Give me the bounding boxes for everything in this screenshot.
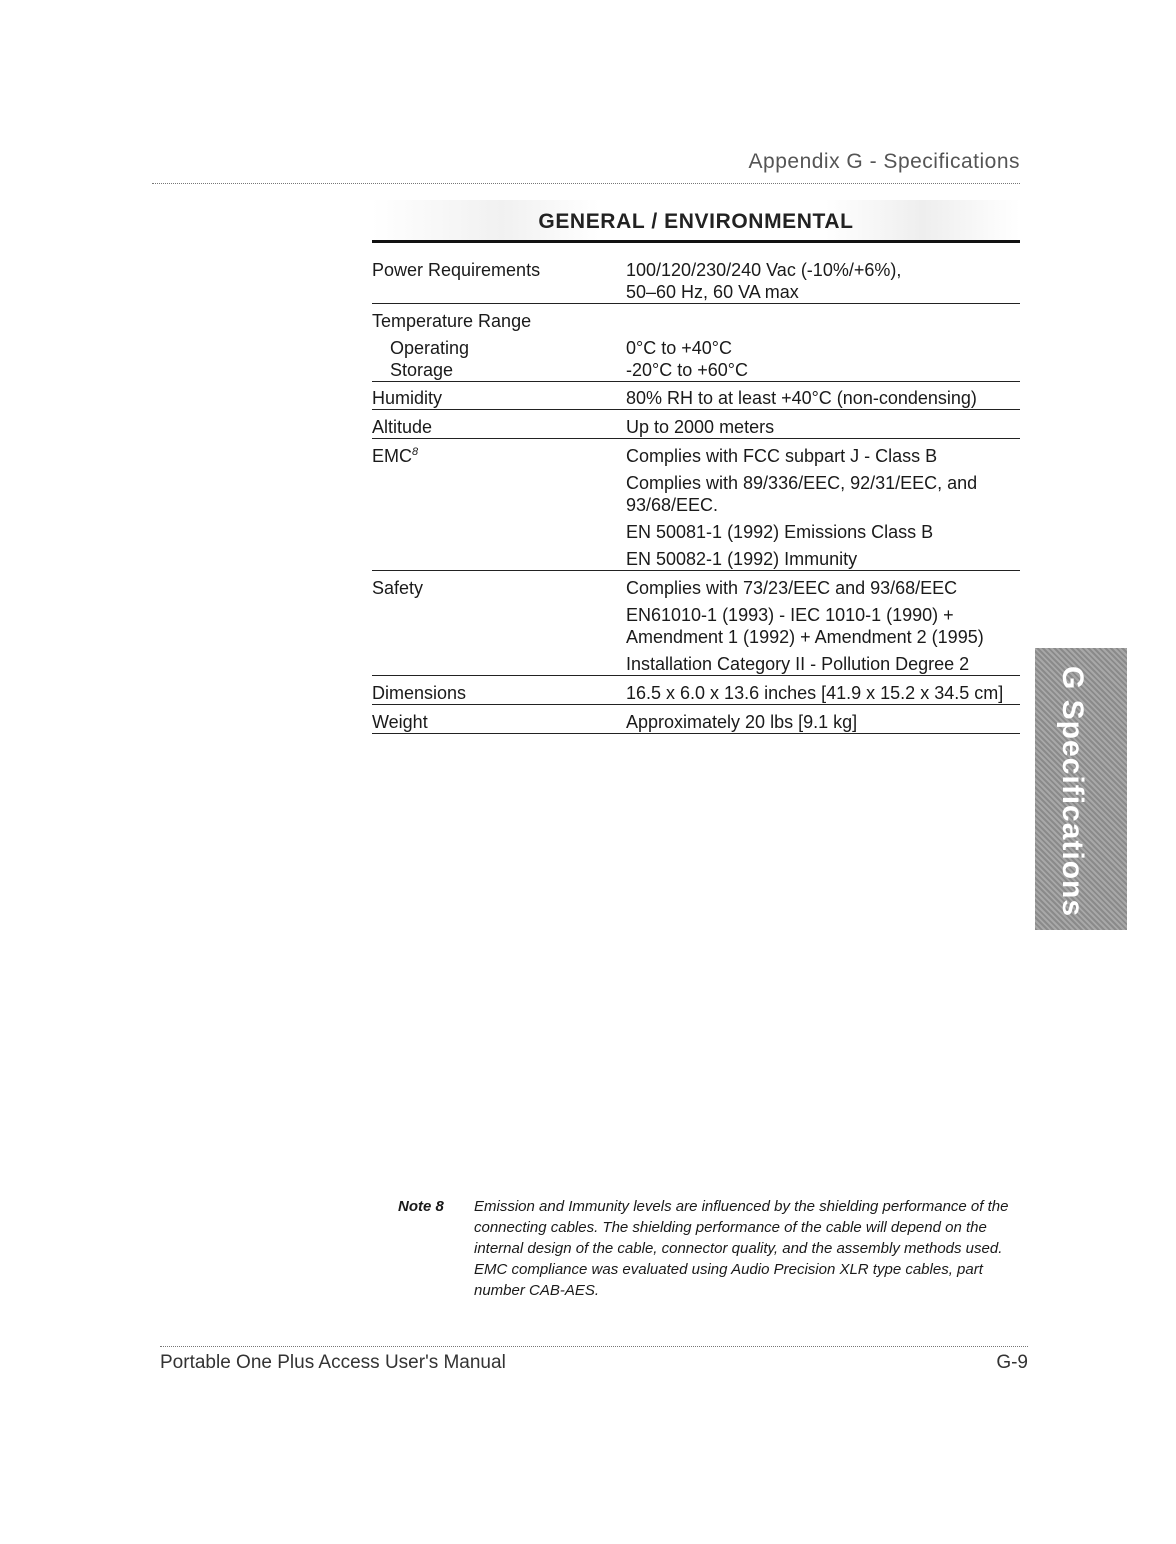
spec-value-line: Complies with FCC subpart J - Class B (626, 446, 938, 466)
spec-label: Dimensions (372, 683, 467, 703)
footer-divider (160, 1346, 1028, 1347)
spec-value-line: 0°C to +40°C (626, 338, 732, 358)
spec-sublabel: Storage (390, 360, 454, 380)
spec-label: Altitude (372, 417, 433, 437)
spec-value-line: -20°C to +60°C (626, 360, 748, 380)
spec-label: Weight (372, 712, 428, 732)
header-divider (152, 183, 1020, 184)
footnote-reference: 8 (412, 446, 419, 458)
spec-value: Approximately 20 lbs [9.1 kg] (626, 712, 858, 732)
spec-value-line: EN61010-1 (1993) - IEC 1010-1 (1990) + Amendment 1 (1992) + Amendment 2 (1995) (626, 605, 984, 647)
spec-value-line: EN 50082-1 (1992) Immunity (626, 549, 858, 569)
spec-label: EMC (372, 446, 412, 466)
spec-label-group (372, 310, 626, 381)
spec-value: 16.5 x 6.0 x 13.6 inches [41.9 x 15.2 x 34.5 cm] (626, 683, 1004, 703)
spec-value-line: 50–60 Hz, 60 VA max (626, 282, 799, 302)
spec-row-safety (372, 571, 1020, 676)
chapter-thumb-tab (1035, 648, 1127, 930)
spec-value-line: Complies with 73/23/EEC and 93/68/EEC (626, 578, 958, 598)
section-heading: GENERAL / ENVIRONMENTAL (372, 200, 1020, 243)
spec-value: 80% RH to at least +40°C (non-condensing) (626, 388, 977, 408)
spec-label: Power Requirements (372, 260, 541, 280)
spec-row-emc (372, 439, 1020, 571)
spec-label: Humidity (372, 388, 443, 408)
page-number: G-9 (996, 1352, 1028, 1373)
spec-value (626, 310, 1020, 381)
spec-value (626, 445, 1020, 570)
chapter-thumb-tab-label: G Specifications (1056, 666, 1089, 918)
footnote-text: Emission and Immunity levels are influenced by the shielding performance of the connecting cables. The shielding performance of the cable will depend on the internal design of the cable, connector quality, and the assembly methods used. EMC compliance was evaluated using Audio Precision XLR type cables, part number CAB-AES. (474, 1198, 1009, 1299)
spec-row-altitude (372, 410, 1020, 439)
spec-row-temperature (372, 304, 1020, 382)
spec-value (626, 577, 1020, 675)
spec-value-line: EN 50081-1 (1992) Emissions Class B (626, 522, 934, 542)
spec-value (626, 259, 1020, 303)
spec-row-dimensions (372, 676, 1020, 705)
spec-label: Safety (372, 578, 424, 598)
spec-row-weight (372, 705, 1020, 734)
spec-table (372, 200, 1020, 734)
footnote-label: Note 8 (398, 1198, 444, 1215)
footnote (398, 1196, 1038, 1301)
spec-value-line: Installation Category II - Pollution Degree 2 (626, 654, 970, 674)
spec-value: Up to 2000 meters (626, 417, 775, 437)
page-header-title: Appendix G - Specifications (748, 150, 1020, 173)
spec-label-group (372, 445, 626, 570)
footer-manual-title: Portable One Plus Access User's Manual (160, 1352, 506, 1373)
spec-sublabel: Operating (390, 338, 470, 358)
spec-value-line: Complies with 89/336/EEC, 92/31/EEC, and 93/68/EEC. (626, 473, 978, 515)
spec-label: Temperature Range (372, 311, 532, 331)
spec-row-humidity (372, 382, 1020, 410)
spec-value-line: 100/120/230/240 Vac (-10%/+6%), (626, 260, 902, 280)
